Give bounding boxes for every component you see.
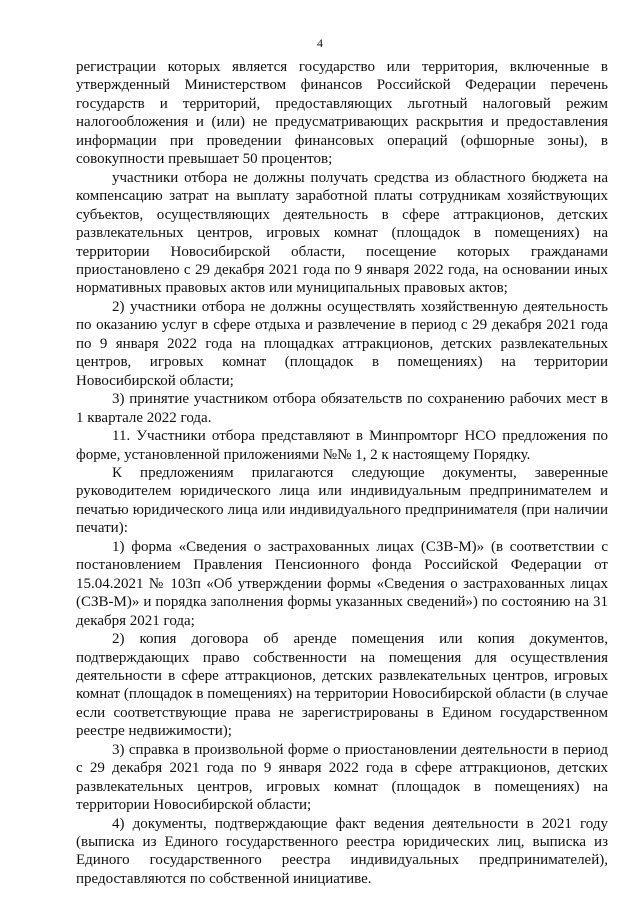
paragraph-item-3-jobs: 3) принятие участником отбора обязательств по сохранению рабочих мест в 1 квартале 2022 года. [76,391,608,426]
page-number: 4 [317,36,323,50]
paragraph-doc-4-registry: 4) документы, подтверждающие факт ведения деятельности в 2021 году (выписка из Единого государственного реестра юридических лиц, выписка из Единого государственного реестра индивидуальных предпринимателей), предоставляются по собственной инициативе. [76,815,608,887]
paragraph-offshore-continuation: регистрации которых является государство или территория, включенные в утвержденный Министерством финансов Российской Федерации перечень государств и территорий, предоставляющих льготный налоговый режим налогообложения и (или) не предусматривающих раскрытия и предоставления информации при проведении финансовых операций (офшорные зоны), в совокупности превышает 50 процентов; [76,59,608,168]
document-body [76,58,608,888]
paragraph-doc-2-lease: 2) копия договора об аренде помещения или копия документов, подтверждающих право собственности на помещения для осуществления деятельности в сфере аттракционов, детских развлекательных центров, игровых комнат (площадок в помещениях) на территории Новосибирской области (в случае если соответствующие права не зарегистрированы в Едином государственном реестре недвижимости); [76,631,608,740]
paragraph-doc-3-certificate: 3) справка в произвольной форме о приостановлении деятельности в период с 29 декабря 2021 года по 9 января 2022 года в сфере аттракционов, детских развлекательных центров, игровых комнат (площадок в помещениях) на территории Новосибирской области; [76,741,608,814]
paragraph-clause-11: 11. Участники отбора представляют в Минпромторг НСО предложения по форме, установленной приложениями №№ 1, 2 к настоящему Порядку. [76,428,608,463]
paragraph-attached-documents: К предложениям прилагаются следующие документы, заверенные руководителем юридического лица или индивидуальным предпринимателем и печатью юридического лица или индивидуального предпринимателя (при наличии печати): [76,464,608,537]
paragraph-doc-1-szv-m: 1) форма «Сведения о застрахованных лицах (СЗВ-М)» (в соответствии с постановлением Правления Пенсионного фонда Российской Федерации от 15.04.2021 № 103п «Об утверждении формы «Сведения о застрахованных лицах (СЗВ-М)» и порядка заполнения формы указанных сведений») по состоянию на 31 декабря 2021 года; [76,538,608,629]
paragraph-no-regional-funds: участники отбора не должны получать средства из областного бюджета на компенсацию затрат на выплату заработной платы сотрудникам хозяйствующих субъектов, осуществляющих деятельность в сфере аттракционов, детских развлекательных центров, игровых комнат (площадок в помещениях) на территории Новосибирской области, посещение которых гражданами приостановлено с 29 декабря 2021 года по 9 января 2022 года, на основании иных нормативных правовых актов или муниципальных правовых актов; [76,169,608,297]
paragraph-item-2-no-activity: 2) участники отбора не должны осуществлять хозяйственную деятельность по оказанию услуг в сфере отдыха и развлечение в период с 29 декабря 2021 года по 9 января 2022 года на площадках аттракционов, детских развлекательных центров, игровых комнат (площадок в помещениях) на территории Новосибирской области; [76,298,608,389]
